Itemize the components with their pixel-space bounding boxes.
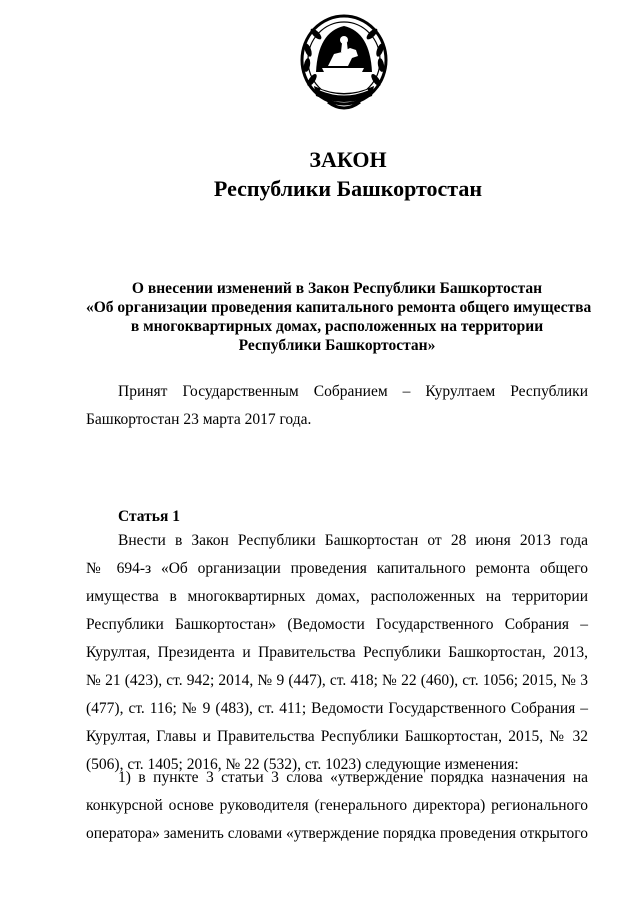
paragraph-line: № 21 (423), ст. 942; 2014, № 9 (447), ст. 418; № 22 (460), ст. 1056; 2015, № 3 (86, 672, 588, 689)
paragraph-line: № 694-з «Об организации проведения капитального ремонта общего (86, 560, 588, 577)
paragraph-line: Курултая, Главы и Правительства Республики Башкортостан, 2015, № 32 (86, 728, 588, 745)
paragraph-line: Республики Башкортостан» (Ведомости Государственного Собрания – (86, 616, 588, 633)
paragraph-line: Курултая, Президента и Правительства Республики Башкортостан, 2013, (86, 644, 588, 661)
paragraph-line: Внести в Закон Республики Башкортостан от 28 июня 2013 года (118, 532, 588, 549)
adoption-statement (86, 378, 588, 434)
paragraph-line: имущества в многоквартирных домах, расположенных на территории (86, 588, 588, 605)
law-title-line: О внесении изменений в Закон Республики Башкортостан (131, 280, 543, 297)
paragraph-line: 1) в пункте 3 статьи 3 слова «утверждение порядка назначения на (118, 769, 588, 786)
article-heading: Статья 1 (118, 508, 180, 525)
adoption-line: Принят Государственным Собранием – Курултаем Республики (118, 383, 588, 400)
law-title-line: «Об организации проведения капитального ремонта общего имущества (86, 299, 592, 316)
law-title-line: в многоквартирных домах, расположенных на территории (130, 318, 544, 335)
article-paragraph-1 (86, 527, 588, 779)
bashkortostan-coat-of-arms-icon (298, 10, 390, 120)
republic-title: Республики Башкортостан (213, 176, 483, 201)
adoption-line: Башкортостан 23 марта 2017 года. (86, 411, 312, 428)
article-paragraph-2 (86, 764, 588, 848)
document-type-title: ЗАКОН (309, 147, 387, 172)
paragraph-line: конкурсной основе руководителя (генерального директора) регионального (86, 797, 588, 814)
paragraph-line: (506), ст. 1405; 2016, № 22 (532), ст. 1023) следующие изменения: (86, 756, 519, 773)
paragraph-line: оператора» заменить словами «утверждение порядка проведения открытого (86, 825, 588, 842)
paragraph-line: (477), ст. 116; № 9 (483), ст. 411; Ведомости Государственного Собрания – (86, 700, 588, 717)
law-title (86, 279, 592, 355)
law-title-line: Республики Башкортостан» (238, 337, 436, 354)
